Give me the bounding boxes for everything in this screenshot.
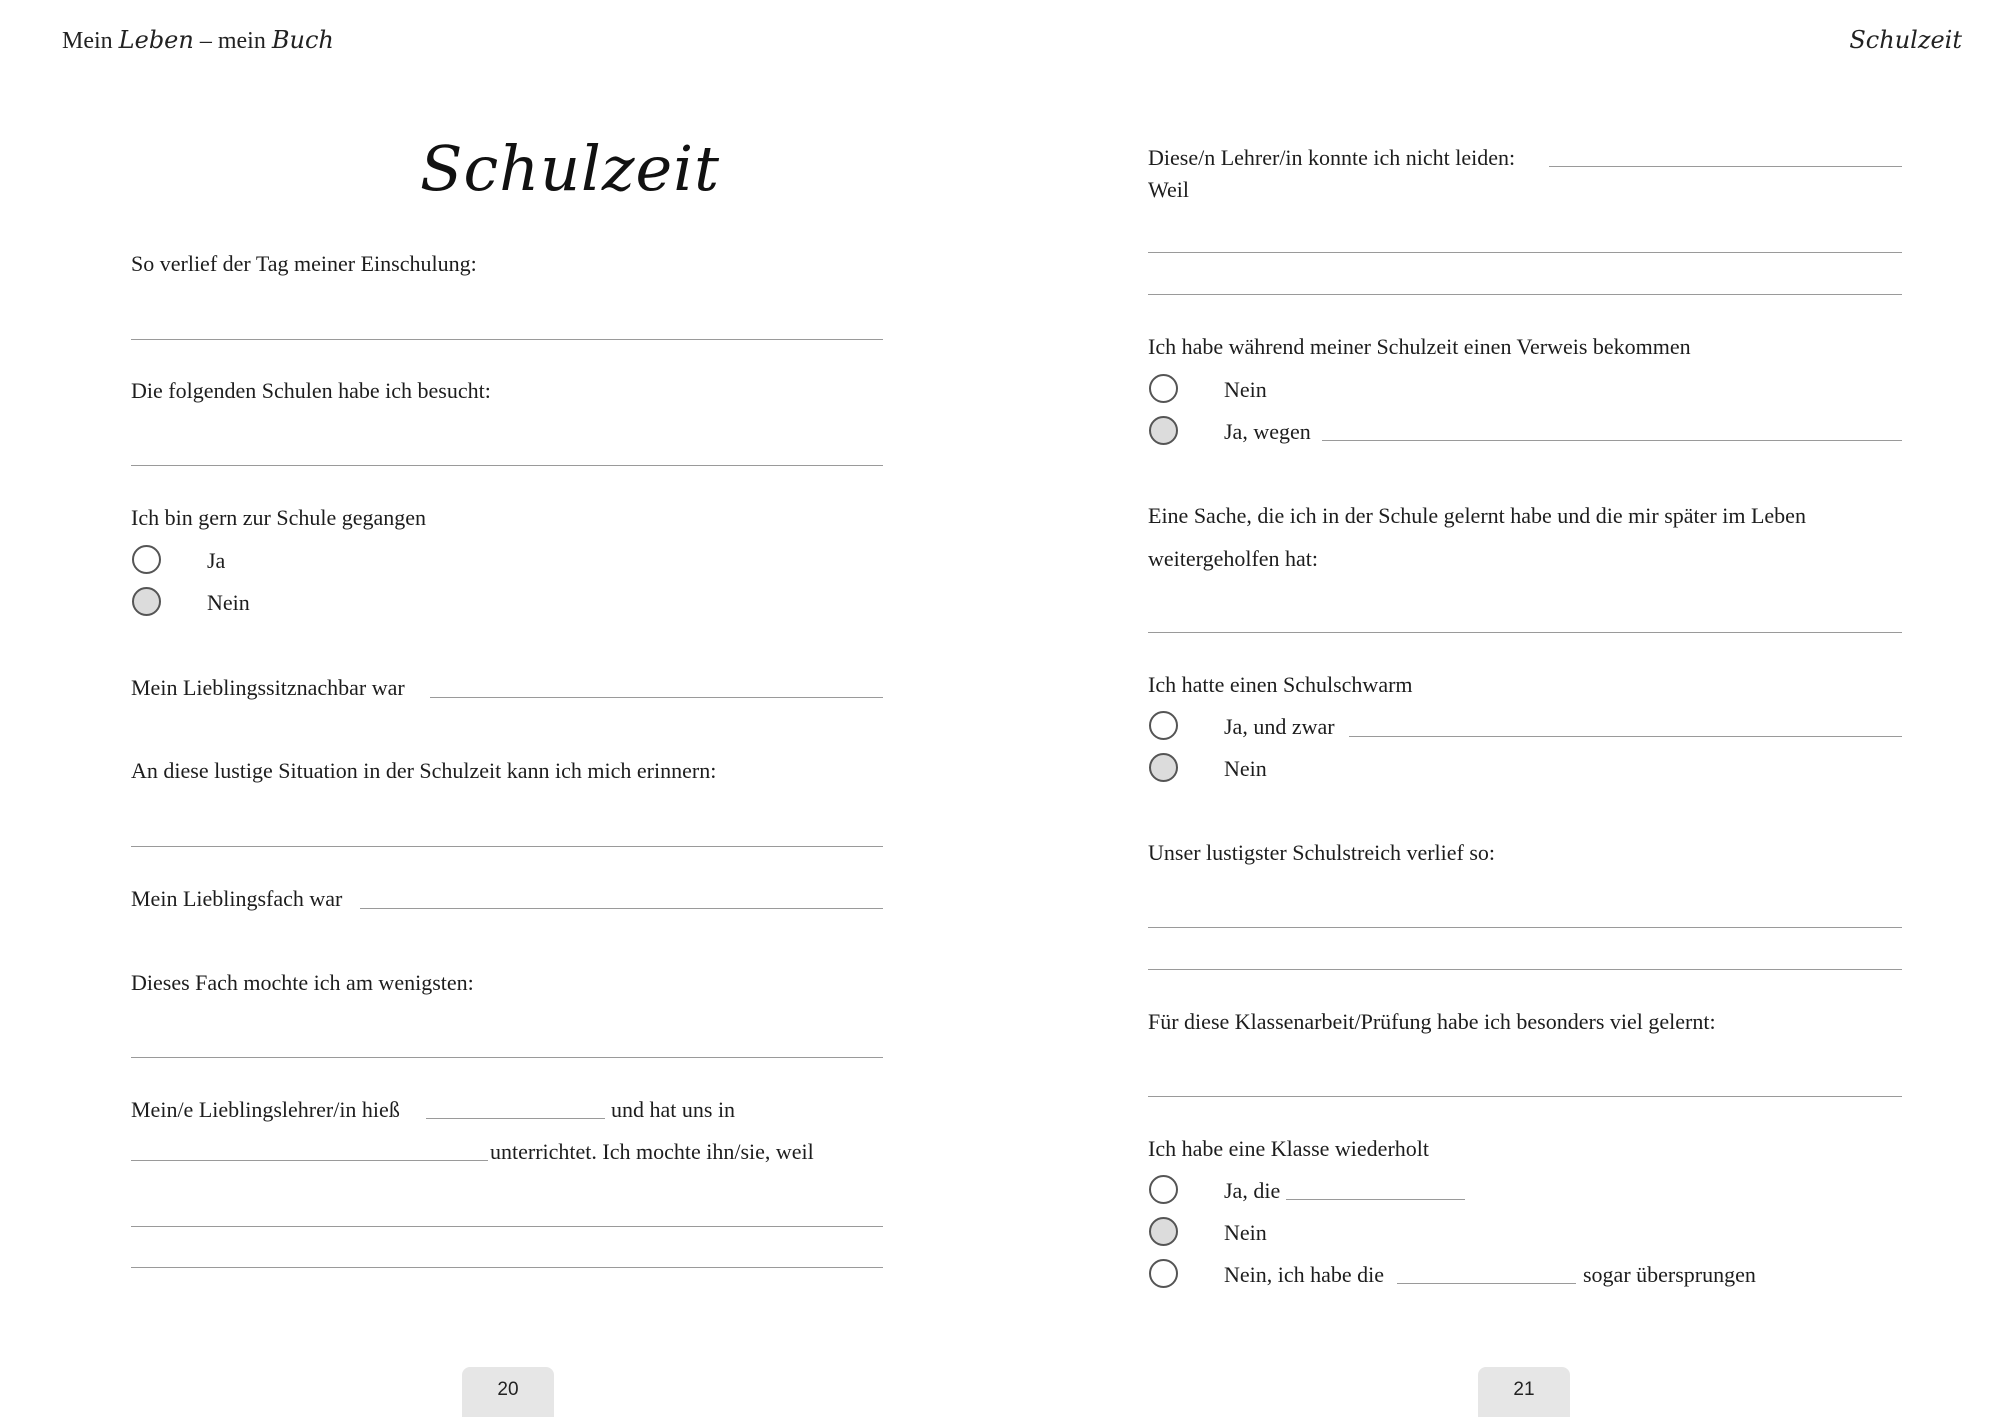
radio-nein[interactable]: [1149, 374, 1178, 403]
question-weil: Weil: [1148, 177, 1189, 202]
option-label-nein: Nein: [1224, 756, 1267, 781]
answer-line-short[interactable]: [426, 1118, 605, 1119]
question-lieblingsfach: Mein Lieblingsfach war: [131, 886, 343, 911]
radio-ja-und-zwar[interactable]: [1149, 711, 1178, 740]
running-header-left: [62, 26, 334, 55]
option-label-nein: Nein: [1224, 377, 1267, 402]
answer-line[interactable]: [131, 1057, 883, 1058]
option-label-nein-ich-habe-die: Nein, ich habe die: [1224, 1262, 1385, 1287]
radio-ja[interactable]: [132, 545, 161, 574]
option-label-nein: Nein: [207, 590, 250, 615]
answer-line-short[interactable]: [1286, 1199, 1465, 1200]
answer-line-short[interactable]: [1397, 1283, 1576, 1284]
option-label-ja: Ja: [207, 548, 226, 573]
option-label-nein: Nein: [1224, 1220, 1267, 1245]
header-word-mein-2: – mein: [199, 28, 266, 54]
option-label-ja-wegen: Ja, wegen: [1224, 419, 1311, 444]
question-lieblingslehrer: Mein/e Lieblingslehrer/in hieß: [131, 1097, 400, 1122]
question-gelernte-sache: Eine Sache, die ich in der Schule gelernt habe und die mir später im Leben: [1148, 503, 1806, 528]
answer-line[interactable]: [1322, 440, 1902, 441]
page-number-left: 20: [462, 1367, 554, 1417]
question-schulstreich: Unser lustigster Schulstreich verlief so:: [1148, 840, 1496, 865]
radio-ja-die[interactable]: [1149, 1175, 1178, 1204]
question-gern-schule: Ich bin gern zur Schule gegangen: [131, 505, 427, 530]
answer-line[interactable]: [1148, 969, 1902, 970]
answer-line[interactable]: [131, 1267, 883, 1268]
page-title: Schulzeit: [420, 132, 720, 205]
option-label-ja-und-zwar: Ja, und zwar: [1224, 714, 1335, 739]
question-klassenarbeit: Für diese Klassenarbeit/Prüfung habe ich besonders viel gelernt:: [1148, 1009, 1716, 1034]
question-schulschwarm: Ich hatte einen Schulschwarm: [1148, 672, 1413, 697]
answer-line[interactable]: [131, 1226, 883, 1227]
radio-nein-uebersprungen[interactable]: [1149, 1259, 1178, 1288]
answer-line[interactable]: [131, 339, 883, 340]
radio-ja-wegen[interactable]: [1149, 416, 1178, 445]
header-word-leben: Leben: [118, 26, 194, 54]
option-label-uebersprungen: sogar übersprungen: [1583, 1262, 1756, 1287]
answer-line[interactable]: [1148, 252, 1902, 253]
header-word-buch: Buch: [271, 26, 334, 54]
question-lustige-situation: An diese lustige Situation in der Schulzeit kann ich mich erinnern:: [131, 758, 717, 783]
answer-line[interactable]: [1148, 1096, 1902, 1097]
question-unliebsames-fach: Dieses Fach mochte ich am wenigsten:: [131, 970, 474, 995]
question-lieblingslehrer-2: und hat uns in: [611, 1097, 736, 1122]
answer-line[interactable]: [1148, 632, 1902, 633]
answer-line[interactable]: [1148, 927, 1902, 928]
question-gelernte-sache-2: weitergeholfen hat:: [1148, 546, 1319, 571]
question-ungeliebter-lehrer: Diese/n Lehrer/in konnte ich nicht leiden:: [1148, 145, 1516, 170]
question-klasse-wiederholt: Ich habe eine Klasse wiederholt: [1148, 1136, 1429, 1161]
answer-line[interactable]: [131, 846, 883, 847]
question-einschulung: So verlief der Tag meiner Einschulung:: [131, 251, 477, 276]
answer-line[interactable]: [1549, 166, 1902, 167]
radio-nein[interactable]: [1149, 1217, 1178, 1246]
answer-line[interactable]: [430, 697, 883, 698]
question-lieblingslehrer-3: unterrichtet. Ich mochte ihn/sie, weil: [490, 1139, 814, 1164]
question-verweis: Ich habe während meiner Schulzeit einen Verweis bekommen: [1148, 334, 1691, 359]
header-word-mein: Mein: [62, 28, 113, 54]
question-sitznachbar: Mein Lieblingssitznachbar war: [131, 675, 405, 700]
answer-line[interactable]: [1349, 736, 1902, 737]
answer-line[interactable]: [360, 908, 883, 909]
answer-line[interactable]: [1148, 294, 1902, 295]
radio-nein[interactable]: [1149, 753, 1178, 782]
page-number-right: 21: [1478, 1367, 1570, 1417]
running-header-right: Schulzeit: [1849, 26, 1962, 54]
answer-line[interactable]: [131, 465, 883, 466]
question-schulen: Die folgenden Schulen habe ich besucht:: [131, 378, 491, 403]
radio-nein[interactable]: [132, 587, 161, 616]
option-label-ja-die: Ja, die: [1224, 1178, 1281, 1203]
answer-line-short[interactable]: [131, 1160, 488, 1161]
